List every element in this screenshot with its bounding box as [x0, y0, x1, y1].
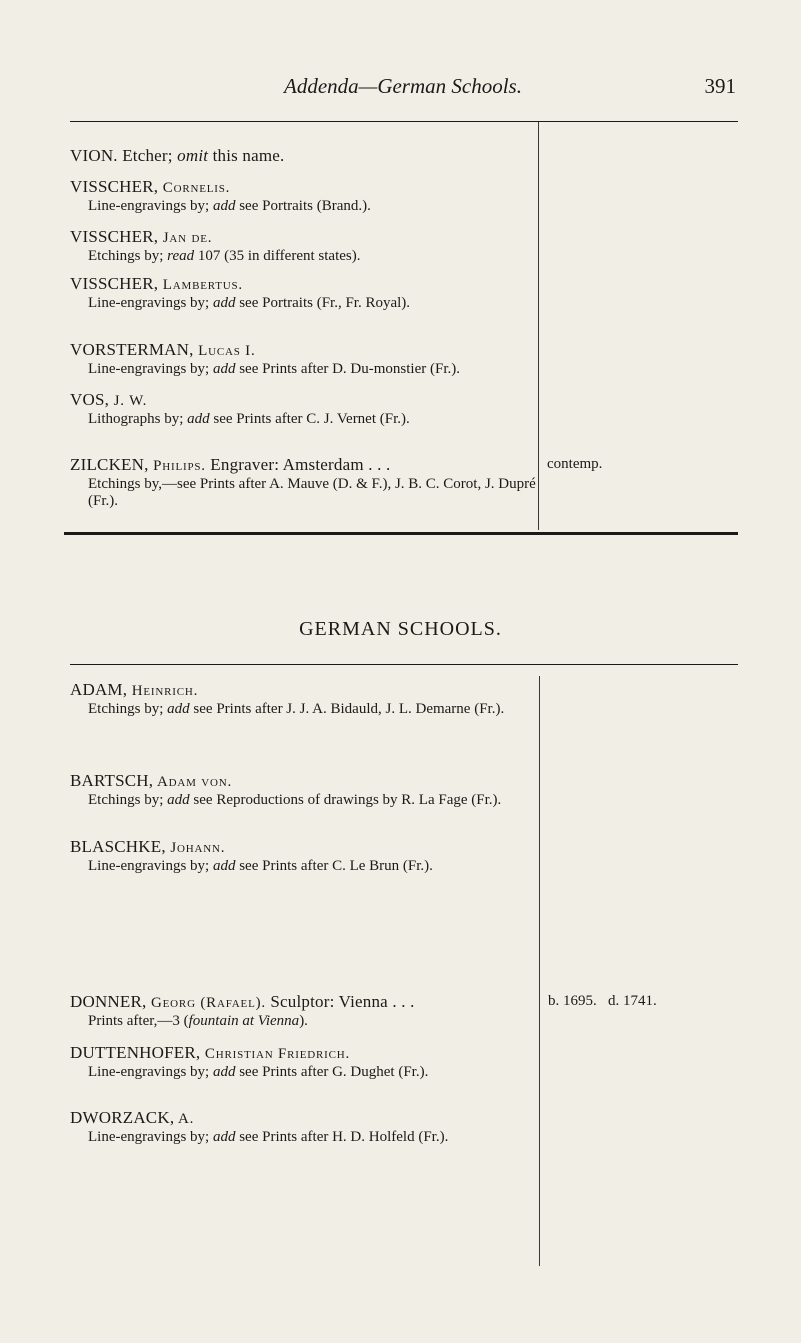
- artist-given-name: Philips.: [148, 458, 206, 474]
- catalogue-entry: [70, 146, 540, 166]
- entry-instruction: omit: [177, 146, 209, 165]
- description-text: Lithographs by;: [88, 411, 188, 427]
- artist-surname: DWORZACK,: [70, 1108, 175, 1127]
- description-text: Etchings by,—see Prints after A. Mauve (D. & F.), J. B. C. Corot, J. Dupré (Fr.).: [88, 476, 536, 509]
- artist-given-name: Lucas I.: [193, 343, 256, 359]
- catalogue-entry: [70, 390, 540, 428]
- catalogue-entry: [70, 177, 540, 215]
- description-text: Etchings by;: [88, 248, 168, 264]
- artist-given-name: Georg (Rafael).: [146, 995, 266, 1011]
- entry-heading: [70, 227, 540, 248]
- entry-heading: [70, 771, 540, 792]
- description-text: see Prints after D. Du-monstier (Fr.).: [235, 361, 461, 377]
- description-instruction: add: [167, 701, 190, 717]
- artist-given-name: J. W.: [109, 393, 148, 409]
- description-text: Line-engravings by;: [88, 295, 213, 311]
- entry-note: Engraver: Amsterdam . . .: [205, 455, 391, 474]
- entry-description: [70, 1064, 540, 1081]
- entry-heading: [70, 992, 540, 1013]
- catalogue-entry: [70, 455, 540, 510]
- description-text: see Prints after G. Dughet (Fr.).: [235, 1064, 429, 1080]
- entry-heading: [70, 390, 540, 411]
- entry-description: [70, 411, 540, 428]
- description-instruction: add: [212, 1129, 236, 1145]
- description-instruction: add: [212, 295, 236, 311]
- description-text: see Prints after H. D. Holfeld (Fr.).: [235, 1129, 449, 1145]
- entry-heading: [70, 340, 540, 361]
- entry-description: [70, 1013, 540, 1030]
- artist-surname: BARTSCH,: [70, 771, 154, 790]
- entry-description: [70, 248, 540, 265]
- artist-given-name: Heinrich.: [127, 683, 199, 699]
- description-text: Line-engravings by;: [88, 1129, 213, 1145]
- artist-surname: VISSCHER,: [70, 274, 159, 293]
- description-text: see Portraits (Brand.).: [235, 198, 371, 214]
- description-instruction: add: [187, 411, 210, 427]
- artist-given-name: Johann.: [165, 840, 226, 856]
- section-title-german-schools: GERMAN SCHOOLS.: [299, 618, 502, 640]
- entry-note: Etcher;: [117, 146, 178, 165]
- entry-heading: [70, 177, 540, 198]
- description-instruction: fountain at Vienna: [188, 1013, 300, 1029]
- description-text: Prints after,—3 (: [88, 1013, 189, 1029]
- date-note-zilcken: contemp.: [547, 456, 603, 472]
- entry-description: [70, 858, 540, 875]
- artist-given-name: Adam von.: [153, 774, 233, 790]
- entry-description: [70, 792, 540, 809]
- catalogue-entry: [70, 771, 540, 809]
- entry-note-tail: this name.: [208, 146, 285, 165]
- description-text: see Prints after C. J. Vernet (Fr.).: [209, 411, 410, 427]
- catalogue-entry: [70, 680, 540, 718]
- description-text: see Portraits (Fr., Fr. Royal).: [235, 295, 411, 311]
- artist-given-name: Christian Friedrich.: [200, 1046, 351, 1062]
- artist-given-name: Cornelis.: [158, 180, 231, 196]
- description-text: Line-engravings by;: [88, 1064, 213, 1080]
- entry-note: Sculptor: Vienna . . .: [265, 992, 415, 1011]
- description-text: Etchings by;: [88, 792, 168, 808]
- running-title: Addenda—German Schools.: [284, 74, 522, 98]
- header-rule: [70, 121, 738, 122]
- artist-surname: ADAM,: [70, 680, 128, 699]
- artist-surname: DONNER,: [70, 992, 147, 1011]
- artist-surname: VISSCHER,: [70, 177, 159, 196]
- entry-heading: [70, 1043, 540, 1064]
- description-instruction: read: [167, 248, 195, 264]
- description-instruction: add: [212, 361, 236, 377]
- entry-description: [70, 295, 540, 312]
- entry-heading: [70, 1108, 540, 1129]
- entry-description: [70, 476, 540, 510]
- entry-heading: [70, 680, 540, 701]
- description-text: Line-engravings by;: [88, 858, 213, 874]
- catalogue-entry: [70, 340, 540, 378]
- entry-description: [70, 1129, 540, 1146]
- artist-given-name: Jan de.: [158, 230, 213, 246]
- entry-heading: [70, 837, 540, 858]
- artist-surname: VORSTERMAN,: [70, 340, 194, 359]
- description-instruction: add: [167, 792, 190, 808]
- description-text: Line-engravings by;: [88, 198, 213, 214]
- artist-surname: DUTTENHOFER,: [70, 1043, 201, 1062]
- artist-given-name: Lambertus.: [158, 277, 243, 293]
- artist-surname: ZILCKEN,: [70, 455, 149, 474]
- entry-description: [70, 701, 540, 718]
- description-text: see Prints after C. Le Brun (Fr.).: [235, 858, 433, 874]
- section-end-rule: [64, 532, 738, 535]
- description-text: Etchings by;: [88, 701, 168, 717]
- catalogue-entry: [70, 227, 540, 265]
- catalogue-entry: [70, 1108, 540, 1146]
- catalogue-entry: [70, 992, 540, 1030]
- entry-description: [70, 361, 540, 378]
- entry-description: [70, 198, 540, 215]
- description-instruction: add: [212, 1064, 236, 1080]
- artist-given-name: A.: [174, 1111, 195, 1127]
- description-instruction: add: [212, 198, 236, 214]
- artist-surname: VOS,: [70, 390, 110, 409]
- catalogue-entry: [70, 837, 540, 875]
- entry-heading: [70, 274, 540, 295]
- artist-surname: VISSCHER,: [70, 227, 159, 246]
- page-number: 391: [704, 74, 736, 98]
- description-text: Line-engravings by;: [88, 361, 213, 377]
- running-header: [70, 74, 736, 106]
- entry-heading: [70, 455, 540, 476]
- description-text: see Prints after J. J. A. Bidauld, J. L. Demarne (Fr.).: [189, 701, 505, 717]
- description-instruction: add: [212, 858, 236, 874]
- catalogue-entry: [70, 1043, 540, 1081]
- catalogue-entry: [70, 274, 540, 312]
- date-note-donner: b. 1695. d. 1741.: [548, 993, 657, 1009]
- column-divider-german: [539, 676, 540, 1266]
- entry-heading: [70, 146, 540, 166]
- description-text: ).: [299, 1013, 308, 1029]
- artist-surname: VION.: [70, 146, 118, 165]
- artist-surname: BLASCHKE,: [70, 837, 166, 856]
- description-text: see Reproductions of drawings by R. La Fage (Fr.).: [189, 792, 502, 808]
- table-top-rule: [70, 664, 738, 665]
- description-text: 107 (35 in different states).: [194, 248, 361, 264]
